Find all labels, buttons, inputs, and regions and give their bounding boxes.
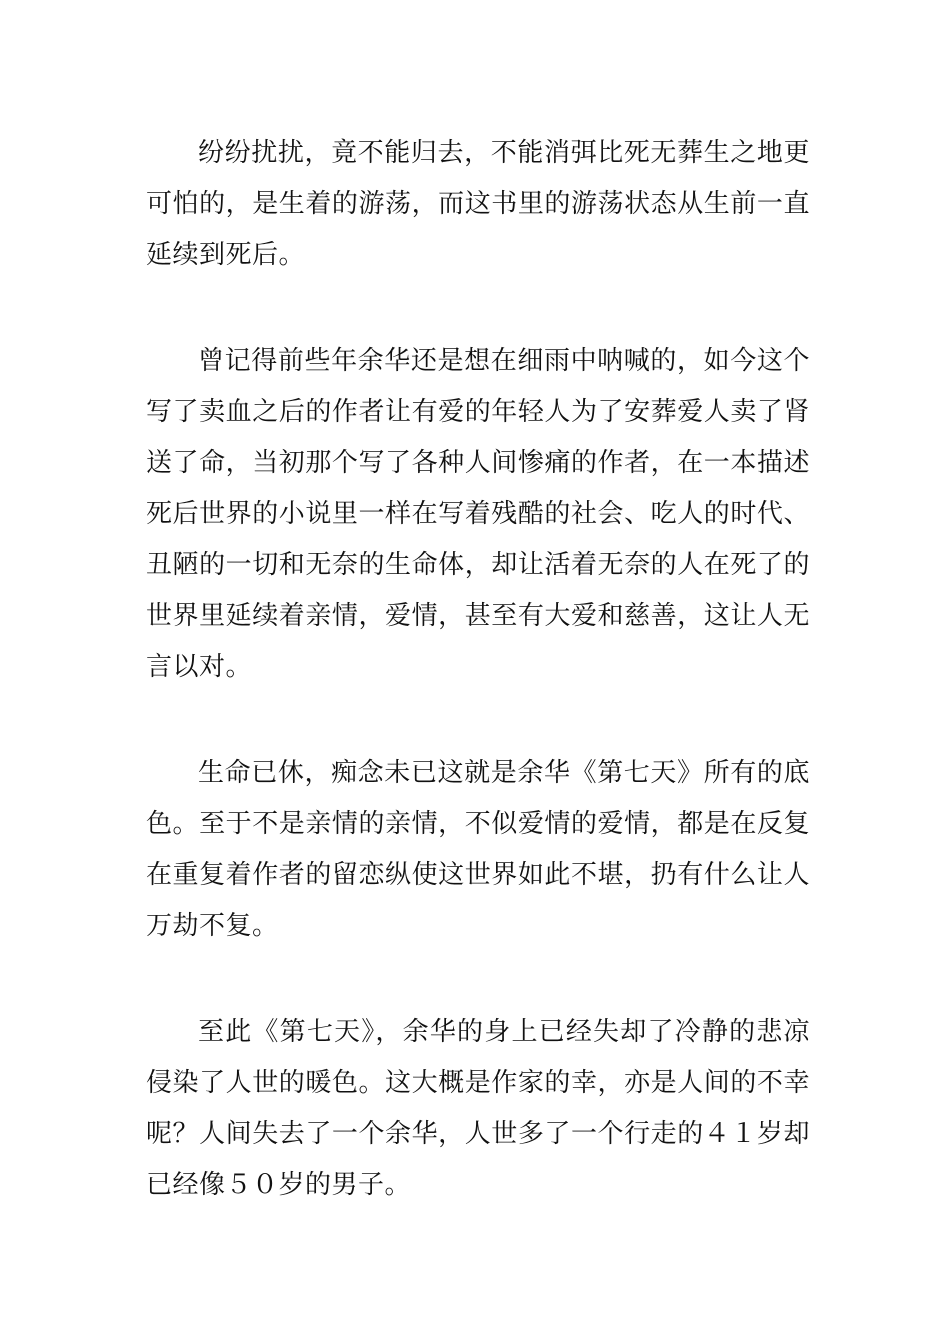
paragraph-4: 至此《第七天》，余华的身上已经失却了冷静的悲凉侵染了人世的暖色。这大概是作家的幸，亦是人间的不幸呢？人间失去了一个余华，人世多了一个行走的４１岁却已经像５０岁的男子。 <box>146 1017 810 1200</box>
paragraph-2: 曾记得前些年余华还是想在细雨中呐喊的，如今这个写了卖血之后的作者让有爱的年轻人为了安葬爱人卖了肾送了命，当初那个写了各种人间惨痛的作者，在一本描述死后世界的小说里一样在写着残酷的社会、吃人的时代、丑陋的一切和无奈的生命体，却让活着无奈的人在死了的世界里延续着亲情，爱情，甚至有大爱和慈善，这让人无言以对。 <box>146 346 810 682</box>
document-body <box>146 128 810 1211</box>
paragraph-3: 生命已休，痴念未已这就是余华《第七天》所有的底色。至于不是亲情的亲情，不似爱情的爱情，都是在反复在重复着作者的留恋纵使这世界如此不堪，扔有什么让人万劫不复。 <box>146 758 810 941</box>
paragraph-1: 纷纷扰扰，竟不能归去，不能消弭比死无葬生之地更可怕的，是生着的游荡，而这书里的游荡状态从生前一直延续到死后。 <box>146 138 810 270</box>
